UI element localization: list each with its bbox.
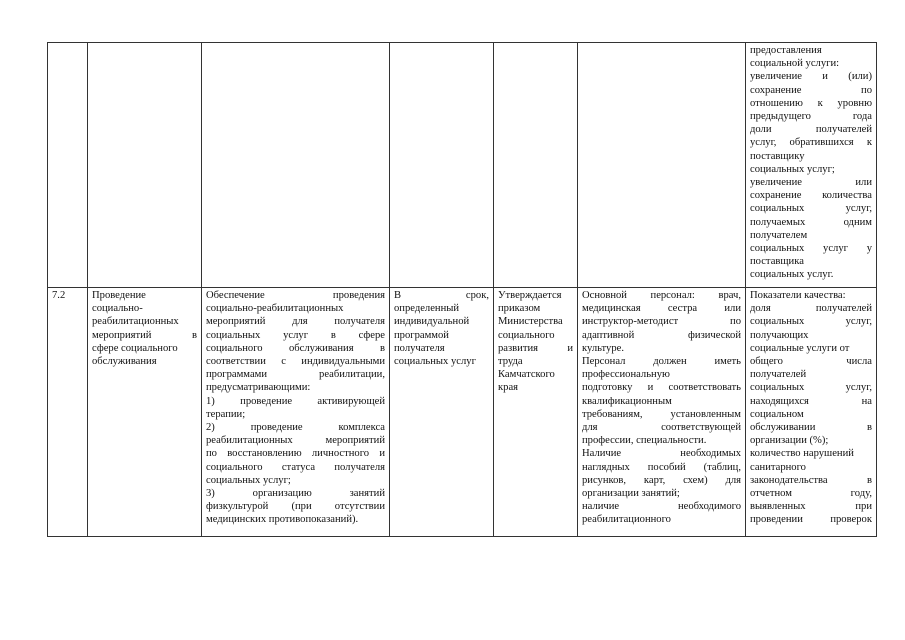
text-line: социальных услуг у xyxy=(750,243,872,255)
cell-conditions xyxy=(578,288,746,537)
text-line: социальных услуг; xyxy=(206,474,291,486)
text-line: Показатели качества: xyxy=(750,290,846,301)
text-line: программами реабилитации, xyxy=(206,369,385,381)
text-line: Утверждается xyxy=(498,290,562,301)
text-line: обслуживании в xyxy=(750,422,872,434)
text-line: предыдущего года xyxy=(750,111,872,123)
text-line: социальных услуг. xyxy=(750,269,834,281)
text-line: отчетном году, xyxy=(750,488,872,500)
text-line: сохранение количества xyxy=(750,190,872,202)
text-line: социально- xyxy=(92,303,143,315)
text-line: мероприятий для получателя xyxy=(206,316,385,328)
text-line: развития и xyxy=(498,342,573,354)
text-line: санитарного xyxy=(750,461,806,473)
text-line: социальных услуг, xyxy=(750,203,872,215)
text-line: наличие необходимого xyxy=(582,501,741,513)
text-line: организации занятий; xyxy=(582,488,680,500)
text-line: реабилитационных мероприятий xyxy=(206,435,385,447)
text-line: для соответствующей xyxy=(582,422,741,434)
text-line: социальных услуг; xyxy=(750,163,835,175)
text-line: социальные услуги от xyxy=(750,342,850,354)
text-line: получателем xyxy=(750,229,808,241)
text-line: социального обслуживания в xyxy=(206,342,385,354)
text-line: наглядных пособий (таблиц, xyxy=(582,461,741,473)
text-line: Министерства xyxy=(498,316,563,328)
text-line: получателей xyxy=(750,369,807,381)
text-line: реабилитационных xyxy=(92,316,179,328)
cell-service-term xyxy=(390,288,494,537)
text-line: количество нарушений xyxy=(750,448,854,460)
text-line: социальных услуг в сфере xyxy=(206,329,385,341)
tariff-text xyxy=(498,289,573,395)
quality-continued-text xyxy=(750,44,872,282)
text-line: терапии; xyxy=(206,408,246,420)
text-line: организации (%); xyxy=(750,435,829,447)
text-line: отношению к уровню xyxy=(750,97,872,109)
text-line: выявленных при xyxy=(750,501,872,513)
text-line: проведении проверок xyxy=(750,514,872,526)
cell-quality-indicators xyxy=(746,288,877,537)
text-line: Камчатского xyxy=(498,369,555,381)
text-line: рисунков, карт, схем) для xyxy=(582,474,741,486)
text-line: реабилитационного xyxy=(582,514,671,526)
text-line: 1) проведение активирующей xyxy=(206,395,385,407)
cell-service-description xyxy=(202,288,390,537)
text-line: доля получателей xyxy=(750,303,872,315)
text-line: общего числа xyxy=(750,356,872,368)
text-line: социальном xyxy=(750,408,804,420)
text-line: Персонал должен иметь xyxy=(582,356,741,368)
text-line: предусматривающими: xyxy=(206,382,311,394)
text-line: труда xyxy=(498,356,523,368)
text-line: увеличение или xyxy=(750,177,872,189)
cell-quality-continued xyxy=(746,43,877,288)
service-term-text xyxy=(394,289,489,368)
text-line: сфере социального xyxy=(92,342,178,354)
text-line: инструктор-методист по xyxy=(582,316,741,328)
text-line: определенный xyxy=(394,303,460,315)
text-line: Проведение xyxy=(92,290,146,301)
cell-number-empty xyxy=(48,43,88,288)
text-line: получающих xyxy=(750,329,809,341)
text-line: социального статуса получателя xyxy=(206,461,385,473)
conditions-text xyxy=(582,289,741,527)
text-line: услуг, обратившихся к xyxy=(750,137,872,149)
text-line: медицинская сестра или xyxy=(582,303,741,315)
text-line: получаемых одним xyxy=(750,216,872,228)
cell-term-empty xyxy=(390,43,494,288)
text-line: физкультурой (при отсутствии xyxy=(206,501,385,513)
text-line: культуре. xyxy=(582,342,624,354)
text-line: находящихся на xyxy=(750,395,872,407)
service-description-text xyxy=(206,289,385,527)
service-name-text xyxy=(92,289,197,368)
cell-description-empty xyxy=(202,43,390,288)
text-line: профессии, специальности. xyxy=(582,435,707,447)
cell-tariff xyxy=(494,288,578,537)
text-line: социальной услуги: xyxy=(750,58,840,70)
text-line: соответствии с индивидуальными xyxy=(206,356,385,368)
text-line: приказом xyxy=(498,303,541,315)
table-row-continuation xyxy=(48,43,877,288)
text-line: социальных услуг, xyxy=(750,382,872,394)
text-line: по восстановлению личностного и xyxy=(206,448,385,460)
row-number: 7.2 xyxy=(52,290,66,301)
text-line: программой xyxy=(394,329,449,341)
text-line: 2) проведение комплекса xyxy=(206,422,385,434)
text-line: Наличие необходимых xyxy=(582,448,741,460)
text-line: поставщику xyxy=(750,150,805,162)
text-line: получателя xyxy=(394,342,445,354)
text-line: социального xyxy=(498,329,555,341)
cell-tariff-empty xyxy=(494,43,578,288)
text-line: социальных услуг, xyxy=(750,316,872,328)
text-line: В срок, xyxy=(394,290,489,301)
text-line: социально-реабилитационных xyxy=(206,303,344,315)
text-line: Обеспечение проведения xyxy=(206,290,385,301)
text-line: сохранение по xyxy=(750,84,872,96)
text-line: требованиям, установленным xyxy=(582,408,741,420)
text-line: индивидуальной xyxy=(394,316,470,328)
text-line: социальных услуг xyxy=(394,356,476,368)
text-line: Основной персонал: врач, xyxy=(582,290,741,301)
text-line: медицинских противопоказаний). xyxy=(206,514,359,526)
cell-number xyxy=(48,288,88,537)
services-table xyxy=(47,42,877,537)
text-line: 3) организацию занятий xyxy=(206,488,385,500)
text-line: доли получателей xyxy=(750,124,872,136)
text-line: квалификационным xyxy=(582,395,672,407)
table-row-7-2 xyxy=(48,288,877,537)
text-line: увеличение и (или) xyxy=(750,71,872,83)
cell-name-empty xyxy=(88,43,202,288)
cell-service-name xyxy=(88,288,202,537)
text-line: профессиональную xyxy=(582,369,670,381)
quality-indicators-text xyxy=(750,289,872,527)
text-line: поставщика xyxy=(750,256,804,268)
text-line: законодательства в xyxy=(750,474,872,486)
text-line: края xyxy=(498,382,519,394)
cell-conditions-empty xyxy=(578,43,746,288)
text-line: мероприятий в xyxy=(92,329,197,341)
text-line: адаптивной физической xyxy=(582,329,741,341)
text-line: обслуживания xyxy=(92,356,157,368)
text-line: предоставления xyxy=(750,45,822,56)
text-line: подготовку и соответствовать xyxy=(582,382,741,394)
